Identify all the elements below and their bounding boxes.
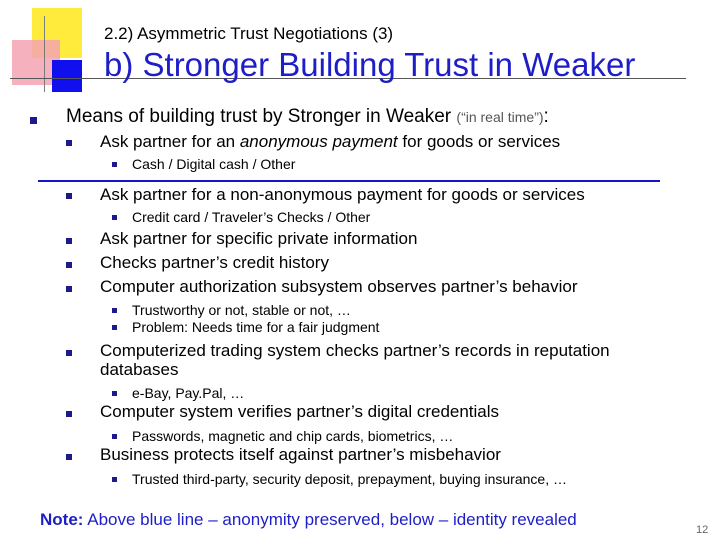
bullet-icon <box>66 238 72 244</box>
item-anonymous-payment-examples: Cash / Digital cash / Other <box>132 156 296 172</box>
bullet-icon <box>112 477 117 482</box>
main-point: Means of building trust by Stronger in Weaker (“in real time”): <box>66 106 549 127</box>
bullet-icon <box>30 117 37 124</box>
bullet-icon <box>66 140 72 146</box>
decor-vertical-line <box>44 16 45 92</box>
page-number: 12 <box>696 524 709 536</box>
bullet-icon <box>112 391 117 396</box>
decor-blue-square <box>52 60 82 92</box>
bullet-icon <box>112 162 117 167</box>
item-business-protection: Business protects itself against partner’s misbehavior <box>100 445 501 464</box>
item-authorization-subsystem-detail: Trustworthy or not, stable or not, … <box>132 302 351 318</box>
slide-subtitle: 2.2) Asymmetric Trust Negotiations (3) <box>104 24 394 43</box>
anonymity-divider-line <box>38 180 660 182</box>
item-reputation-databases-examples: e-Bay, Pay.Pal, … <box>132 385 245 401</box>
bullet-icon <box>66 454 72 460</box>
bullet-icon <box>112 308 117 313</box>
bullet-icon <box>66 262 72 268</box>
bullet-icon <box>112 434 117 439</box>
bullet-icon <box>66 286 72 292</box>
item-authorization-subsystem: Computer authorization subsystem observes partner’s behavior <box>100 277 578 296</box>
item-digital-credentials: Computer system verifies partner’s digital credentials <box>100 402 500 421</box>
bullet-icon <box>112 215 117 220</box>
item-reputation-databases-line1: Computerized trading system checks partner’s records in reputation <box>100 341 610 360</box>
item-authorization-subsystem-problem: Problem: Needs time for a fair judgment <box>132 319 380 335</box>
footer-note <box>40 510 577 530</box>
item-business-protection-examples: Trusted third-party, security deposit, prepayment, buying insurance, … <box>132 471 567 487</box>
item-digital-credentials-examples: Passwords, magnetic and chip cards, biometrics, … <box>132 428 454 444</box>
item-credit-history: Checks partner’s credit history <box>100 253 329 272</box>
note-label: Note: <box>40 510 84 529</box>
bullet-icon <box>66 193 72 199</box>
main-point-qualifier: (“in real time”) <box>456 109 544 125</box>
item-anonymous-payment: Ask partner for an anonymous payment for goods or services <box>100 132 561 151</box>
item-reputation-databases-line2: databases <box>100 360 179 379</box>
slide-title: b) Stronger Building Trust in Weaker <box>104 46 636 83</box>
item-private-information: Ask partner for specific private information <box>100 229 418 248</box>
bullet-icon <box>66 411 72 417</box>
bullet-icon <box>66 350 72 356</box>
item-non-anonymous-payment: Ask partner for a non-anonymous payment for goods or services <box>100 185 585 204</box>
item-non-anonymous-payment-examples: Credit card / Traveler’s Checks / Other <box>132 209 371 225</box>
note-text: Above blue line – anonymity preserved, below – identity revealed <box>83 510 577 529</box>
bullet-icon <box>112 325 117 330</box>
